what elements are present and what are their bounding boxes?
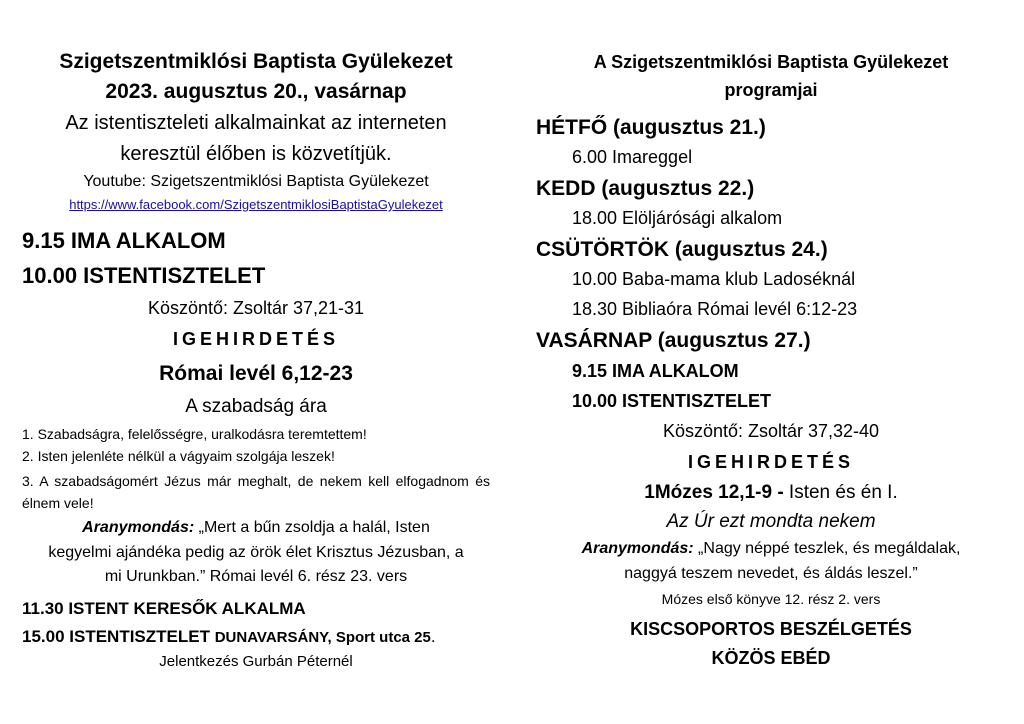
sermon-point: 2. Isten jelenléte nélkül a vágyaim szolgája leszek! [22, 448, 335, 464]
day-heading: VASÁRNAP (augusztus 27.) [536, 329, 811, 352]
prayer-time: 9.15 IMA ALKALOM [22, 228, 226, 253]
seekers-meeting: 11.30 ISTENT KERESŐK ALKALMA [22, 599, 306, 618]
stream-note-line1: Az istentiszteleti alkalmainkat az interneten [65, 112, 447, 134]
preaching-heading: IGEHIRDETÉS [687, 452, 855, 472]
golden-verse-label: Aranymondás: [581, 540, 694, 557]
facebook-link[interactable]: https://www.facebook.com/SzigetszentmiklosiBaptistaGyulekezet [69, 197, 443, 212]
golden-verse-line3: mi Urunkban.” Római levél 6. rész 23. vers [104, 568, 408, 585]
greeting-psalm: Köszöntő: Zsoltár 37,32-40 [662, 421, 880, 441]
sermon-point: 3. A szabadságomért Jézus már meghalt, de nekem kell elfogadnom és élnem vele! [22, 473, 490, 511]
golden-verse-reference: Mózes első könyve 12. rész 2. vers [661, 591, 881, 607]
preaching-heading: IGEHIRDETÉS [172, 329, 340, 349]
afternoon-period: . [430, 627, 436, 646]
church-name: Szigetszentmiklósi Baptista Gyülekezet [59, 50, 453, 73]
registration-note: Jelentkezés Gurbán Péternél [159, 653, 353, 670]
programs-heading-line2: programjai [724, 80, 818, 100]
service-date: 2023. augusztus 20., vasárnap [105, 80, 407, 103]
sermon-series-title: Isten és én I. [783, 482, 898, 503]
program-item: 6.00 Imareggel [572, 147, 693, 167]
scripture-reference: 1Mózes 12,1-9 - [644, 482, 784, 503]
golden-verse-label: Aranymondás: [82, 519, 195, 536]
sermon-scripture: Római levél 6,12-23 [159, 362, 353, 385]
sermon-point: 1. Szabadságra, felelősségre, uralkodásra teremtettem! [22, 426, 367, 442]
program-item: 18.30 Bibliaóra Római levél 6:12-23 [572, 299, 858, 319]
golden-verse-line1 [536, 540, 1006, 558]
small-groups: KISCSOPORTOS BESZÉLGETÉS [630, 619, 912, 639]
sermon-scripture [536, 482, 1006, 504]
program-item: 18.00 Elöljárósági alkalom [572, 208, 783, 228]
afternoon-place: DUNAVARSÁNY, Sport utca 25 [214, 629, 431, 646]
common-lunch: KÖZÖS EBÉD [711, 648, 831, 668]
golden-verse-text: „Mert a bűn zsoldja a halál, Isten [194, 519, 430, 536]
programs-heading-line1: A Szigetszentmiklósi Baptista Gyülekezet [593, 52, 949, 72]
day-heading: HÉTFŐ (augusztus 21.) [536, 116, 766, 139]
stream-note-line2: keresztül élőben is közvetítjük. [120, 143, 392, 165]
golden-verse-line1 [22, 519, 490, 537]
service-time: 10.00 ISTENTISZTELET [22, 263, 266, 288]
program-item: 10.00 Baba-mama klub Ladoséknál [572, 269, 856, 289]
afternoon-service [22, 627, 490, 647]
day-heading: KEDD (augusztus 22.) [536, 177, 755, 200]
program-item: 9.15 IMA ALKALOM [572, 361, 739, 381]
sermon-title: A szabadság ára [185, 396, 327, 417]
golden-verse-line2: kegyelmi ajándéka pedig az örök élet Krisztus Jézusban, a [48, 544, 464, 561]
golden-verse-text: „Nagy néppé teszlek, és megáldalak, [693, 540, 961, 557]
day-heading: CSÜTÖRTÖK (augusztus 24.) [536, 238, 828, 261]
sermon-title: Az Úr ezt mondta nekem [666, 511, 876, 532]
program-item: 10.00 ISTENTISZTELET [572, 391, 772, 411]
golden-verse-line2: naggyá teszem nevedet, és áldás leszel.” [624, 565, 918, 582]
youtube-channel: Youtube: Szigetszentmiklósi Baptista Gyülekezet [83, 173, 429, 190]
greeting-psalm: Köszöntő: Zsoltár 37,21-31 [147, 298, 365, 318]
afternoon-time: 15.00 ISTENTISZTELET [22, 627, 215, 646]
